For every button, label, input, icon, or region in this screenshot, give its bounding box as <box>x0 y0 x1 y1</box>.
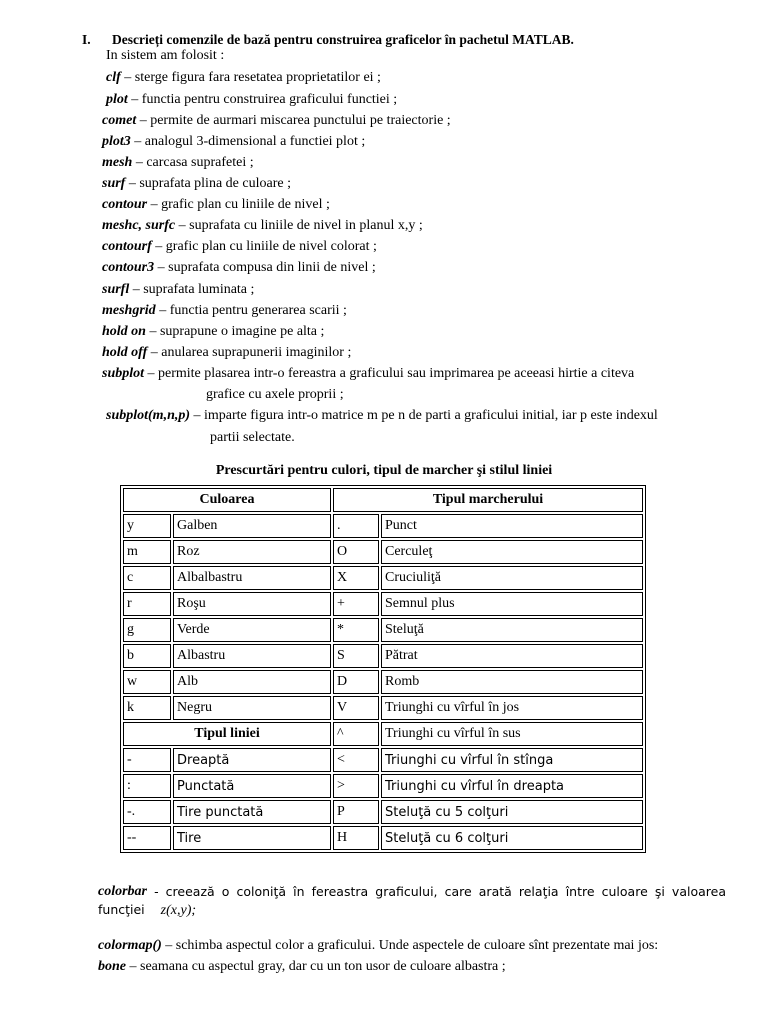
table-row <box>123 774 643 798</box>
table-row <box>123 618 643 642</box>
table-row <box>123 644 643 668</box>
marker-name: Romb <box>381 670 643 694</box>
marker-code: S <box>333 644 379 668</box>
colorbar-word: culoare <box>601 884 648 899</box>
command-item <box>102 239 377 255</box>
color-code: r <box>123 592 171 616</box>
marker-code: ^ <box>333 722 379 746</box>
colorbar-word: fereastra <box>311 884 369 899</box>
command-name: contourf <box>102 239 152 254</box>
table-row <box>123 748 643 772</box>
command-item <box>102 282 254 298</box>
line-code: - <box>123 748 171 772</box>
marker-code: < <box>333 748 379 772</box>
command-name: subplot(m,n,p) <box>106 408 191 423</box>
color-name: Negru <box>173 696 331 720</box>
color-code: m <box>123 540 171 564</box>
table-row <box>123 592 643 616</box>
marker-name: Steluţă cu 5 colţuri <box>381 800 643 824</box>
command-name: hold on <box>102 324 146 339</box>
command-desc: – imparte figura intr-o matrice m pe n de parti a graficului initial, iar p este indexul <box>190 408 658 423</box>
command-desc: – suprafata plina de culoare ; <box>125 176 291 191</box>
line-code: : <box>123 774 171 798</box>
command-desc: – functia pentru generarea scarii ; <box>155 303 347 318</box>
command-name: subplot <box>102 366 145 381</box>
command-desc: – permite de aurmari miscarea punctului pe traiectorie ; <box>136 113 451 128</box>
color-name: Galben <box>173 514 331 538</box>
colorbar-word: relaţia <box>518 884 559 899</box>
command-name: surfl <box>102 282 130 297</box>
marker-code: V <box>333 696 379 720</box>
command-desc: – sterge figura fara resetatea proprietatilor ei ; <box>120 70 381 85</box>
line-name: Dreaptă <box>173 748 331 772</box>
marker-name: Triunghi cu vîrful în dreapta <box>381 774 643 798</box>
command-name: colormap() <box>98 938 162 953</box>
color-code: k <box>123 696 171 720</box>
marker-code: D <box>333 670 379 694</box>
command-continuation: grafice cu axele proprii ; <box>206 387 344 402</box>
colorbar-word: între <box>565 884 595 899</box>
command-desc: – seamana cu aspectul gray, dar cu un ton usor de culoare albastra ; <box>126 959 506 974</box>
header-marker: Tipul marcherului <box>333 488 643 512</box>
command-item <box>102 303 347 319</box>
colorbar-paragraph <box>98 884 726 919</box>
colorbar-word: - <box>154 884 159 899</box>
command-name: plot <box>106 92 128 107</box>
command-desc: – grafic plan cu liniile de nivel ; <box>147 197 330 212</box>
colorbar-word: graficului, <box>375 884 438 899</box>
table-header-row <box>123 488 643 512</box>
command-name: meshc, surfc <box>102 218 176 233</box>
colorbar-word: în <box>293 884 305 899</box>
color-name: Alb <box>173 670 331 694</box>
command-item <box>98 959 506 975</box>
command-desc: – anularea suprapunerii imaginilor ; <box>147 345 352 360</box>
command-desc: – analogul 3-dimensional a functiei plot ; <box>130 134 366 149</box>
colorbar-word: arată <box>478 884 512 899</box>
command-continuation: partii selectate. <box>210 430 295 445</box>
marker-name: Triunghi cu vîrful în stînga <box>381 748 643 772</box>
section-heading <box>82 32 574 48</box>
command-desc: – suprafata luminata ; <box>129 282 255 297</box>
command-item <box>102 345 351 361</box>
command-name: colorbar <box>98 884 147 899</box>
table-row <box>123 800 643 824</box>
command-item <box>102 176 291 192</box>
command-item <box>102 134 365 150</box>
marker-name: Steluţă <box>381 618 643 642</box>
command-name: contour3 <box>102 260 155 275</box>
command-desc: – grafic plan cu liniile de nivel colorat ; <box>151 239 377 254</box>
marker-name: Triunghi cu vîrful în jos <box>381 696 643 720</box>
table-row <box>123 566 643 590</box>
command-name: mesh <box>102 155 133 170</box>
colorbar-word: o <box>221 884 230 899</box>
marker-code: . <box>333 514 379 538</box>
marker-name: Cerculeţ <box>381 540 643 564</box>
line-code: -- <box>123 826 171 850</box>
command-item <box>102 113 451 129</box>
command-item <box>102 366 634 382</box>
command-name: meshgrid <box>102 303 156 318</box>
marker-code: X <box>333 566 379 590</box>
command-name: plot3 <box>102 134 131 149</box>
color-name: Verde <box>173 618 331 642</box>
table-row <box>123 696 643 720</box>
command-name: bone <box>98 959 126 974</box>
colorbar-word: care <box>444 884 472 899</box>
command-item <box>106 70 381 86</box>
command-item <box>106 408 658 424</box>
command-desc: – functia pentru construirea graficului functiei ; <box>127 92 398 107</box>
section-title: Descrieți comenzile de bază pentru construirea graficelor în pachetul MATLAB. <box>112 32 574 47</box>
command-item <box>102 260 376 276</box>
section-number: I. <box>82 32 91 47</box>
table-row <box>123 722 643 746</box>
marker-name: Punct <box>381 514 643 538</box>
colorbar-word: creează <box>165 884 215 899</box>
command-name: surf <box>102 176 126 191</box>
table-row <box>123 670 643 694</box>
line-code: -. <box>123 800 171 824</box>
formula: z(x,y); <box>160 903 197 918</box>
colorbar-text: funcţiei <box>98 902 145 917</box>
line-name: Punctată <box>173 774 331 798</box>
colorbar-word: coloniţă <box>236 884 287 899</box>
command-item <box>102 197 330 213</box>
color-code: y <box>123 514 171 538</box>
abbreviations-table <box>120 485 646 853</box>
table-row <box>123 540 643 564</box>
color-code: w <box>123 670 171 694</box>
table-row <box>123 514 643 538</box>
header-line-style: Tipul liniei <box>123 722 331 746</box>
marker-name: Triunghi cu vîrful în sus <box>381 722 643 746</box>
table-row <box>123 826 643 850</box>
marker-code: * <box>333 618 379 642</box>
marker-name: Cruciuliţă <box>381 566 643 590</box>
color-code: b <box>123 644 171 668</box>
marker-code: O <box>333 540 379 564</box>
command-item <box>102 155 254 171</box>
table-title: Prescurtări pentru culori, tipul de marcher şi stilul liniei <box>215 463 553 478</box>
marker-code: + <box>333 592 379 616</box>
colorbar-line-2 <box>98 902 726 919</box>
command-desc: – carcasa suprafetei ; <box>132 155 254 170</box>
command-desc: – suprapune o imagine pe alta ; <box>145 324 325 339</box>
command-item <box>106 92 397 108</box>
marker-code: P <box>333 800 379 824</box>
colorbar-word: valoarea <box>671 884 726 899</box>
marker-code: H <box>333 826 379 850</box>
color-name: Roşu <box>173 592 331 616</box>
command-name: clf <box>106 70 121 85</box>
marker-name: Semnul plus <box>381 592 643 616</box>
command-name: contour <box>102 197 148 212</box>
color-code: c <box>123 566 171 590</box>
intro-text: In sistem am folosit : <box>106 48 225 63</box>
color-name: Albalbastru <box>173 566 331 590</box>
command-item <box>98 938 658 954</box>
color-name: Albastru <box>173 644 331 668</box>
marker-name: Pătrat <box>381 644 643 668</box>
marker-name: Steluţă cu 6 colţuri <box>381 826 643 850</box>
command-desc: – schimba aspectul color a graficului. Unde aspectele de culoare sînt prezentate mai jos: <box>161 938 659 953</box>
command-item <box>102 324 324 340</box>
command-desc: – suprafata compusa din linii de nivel ; <box>154 260 376 275</box>
command-desc: – permite plasarea intr-o fereastra a graficului sau imprimarea pe aceeasi hirtie a citeva <box>144 366 635 381</box>
command-name: comet <box>102 113 137 128</box>
line-name: Tire <box>173 826 331 850</box>
command-desc: – suprafata cu liniile de nivel in planul x,y ; <box>175 218 423 233</box>
header-color: Culoarea <box>123 488 331 512</box>
color-name: Roz <box>173 540 331 564</box>
colorbar-word: şi <box>654 884 665 899</box>
colorbar-line-1 <box>98 884 726 900</box>
marker-code: > <box>333 774 379 798</box>
command-name: hold off <box>102 345 148 360</box>
line-name: Tire punctată <box>173 800 331 824</box>
command-item <box>102 218 423 234</box>
color-code: g <box>123 618 171 642</box>
